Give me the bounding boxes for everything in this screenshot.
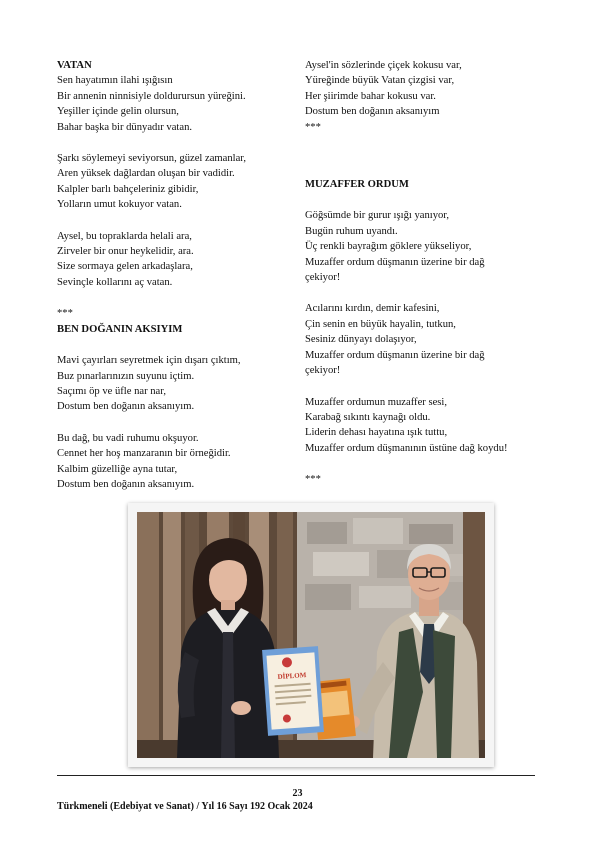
poem-stanza — [305, 301, 545, 378]
page-number: 23 — [292, 788, 303, 799]
poem-line: Bugün ruhum uyandı. — [305, 225, 398, 237]
poem-stanza — [57, 151, 297, 213]
poem-line: Göğsümde bir gurur ışığı yanıyor, — [305, 210, 450, 222]
poem-stanza — [57, 431, 297, 493]
poem-stanza — [57, 353, 297, 415]
poem-line: Saçımı öp ve üfle nar nar, — [57, 385, 167, 397]
photo-illustration — [137, 512, 485, 758]
poem-line: Cennet her hoş manzaranın bir örneğidir. — [57, 448, 231, 460]
poem-line: Muzaffer ordum düşmanın üzerine bir dağ — [305, 256, 485, 268]
poem-line: çekiyor! — [305, 365, 341, 377]
photo-frame — [128, 503, 494, 767]
poem-line: Üç renkli bayrağım göklere yükseliyor, — [305, 241, 472, 253]
poem-line: Acılarını kırdın, demir kafesini, — [305, 303, 440, 315]
poem-line: Yeşiller içinde gelin olursun, — [57, 106, 179, 118]
poem-line: Kalpler barlı bahçeleriniz gibidir, — [57, 183, 199, 195]
poem-line: Sen hayatımın ilahi ışığısın — [57, 75, 173, 87]
poem-line: Zirveler bir onur heykelidir, ara. — [57, 246, 194, 258]
poem-stanza — [305, 208, 545, 285]
poem-stanza — [305, 395, 545, 457]
section-separator: *** — [305, 474, 321, 486]
poem-line: Bir annenin ninnisiyle doldurursun yüreğini. — [57, 90, 246, 102]
diploma-prop — [262, 646, 324, 736]
poem-title-muzaffer-ordum: MUZAFFER ORDUM — [305, 179, 409, 191]
poem-line: Dostum ben doğanın aksanıyım. — [57, 478, 195, 490]
poem-title-ben-doganin-aksiyim: BEN DOĞANIN AKSIYIM — [57, 323, 183, 335]
poem-line: Her şiirimde bahar kokusu var. — [305, 90, 436, 102]
poem-line: Sevinçle kollarını aç vatan. — [57, 276, 173, 288]
section-separator: *** — [57, 308, 73, 320]
poem-line: Aren yüksek dağlardan oluşan bir vadidir. — [57, 168, 235, 180]
poem-line: Yüreğinde büyük Vatan çizgisi var, — [305, 75, 455, 87]
poem-line: Şarkı söylemeyi seviyorsun, güzel zamanlar, — [57, 153, 247, 165]
poem-line: Dostum ben doğanın aksanıyım — [305, 106, 440, 118]
poem-line: Kalbim güzelliğe ayna tutar, — [57, 463, 178, 475]
poem-line: Bu dağ, bu vadi ruhumu okşuyor. — [57, 432, 199, 444]
poem-line: Çin senin en büyük hayalin, tutkun, — [305, 318, 456, 330]
award-photo — [137, 512, 485, 758]
poem-line: çekiyor! — [305, 272, 341, 284]
section-separator: *** — [305, 121, 321, 133]
poem-line: Karabağ sıkıntı kaynağı oldu. — [305, 411, 431, 423]
right-column — [305, 58, 545, 488]
poem-line: Bahar başka bir dünyadır vatan. — [57, 121, 193, 133]
poem-line: Liderin dehası hayatına ışık tuttu, — [305, 427, 448, 439]
poem-line: Dostum ben doğanın aksanıyım. — [57, 401, 195, 413]
poem-line: Buz pınarlarınızın suyunu içtim. — [57, 370, 195, 382]
publication-footer: Türkmeneli (Edebiyat ve Sanat) / Yıl 16 Sayı 192 Ocak 2024 — [57, 801, 313, 812]
poem-line: Mavi çayırları seyretmek için dışarı çıktım, — [57, 355, 241, 367]
poem-line: Muzaffer ordum düşmanın üzerine bir dağ — [305, 349, 485, 361]
footer-divider — [57, 775, 535, 776]
poem-line: Sesiniz dünyayı dolaşıyor, — [305, 334, 417, 346]
poem-stanza — [57, 73, 297, 135]
poem-line: Muzaffer ordum düşmanının üstüne dağ koydu! — [305, 442, 508, 454]
poem-title-vatan: VATAN — [57, 60, 92, 71]
poem-stanza — [305, 58, 545, 120]
poem-stanza — [57, 229, 297, 291]
poem-line: Yolların umut kokuyor vatan. — [57, 199, 182, 211]
poem-line: Aysel'in sözlerinde çiçek kokusu var, — [305, 60, 462, 71]
poem-line: Size sormaya gelen arkadaşlara, — [57, 261, 193, 273]
diploma-title: DİPLOM — [277, 671, 307, 682]
poem-line: Aysel, bu topraklarda helali ara, — [57, 230, 192, 242]
left-column — [57, 58, 297, 508]
poem-line: Muzaffer ordumun muzaffer sesi, — [305, 396, 447, 408]
